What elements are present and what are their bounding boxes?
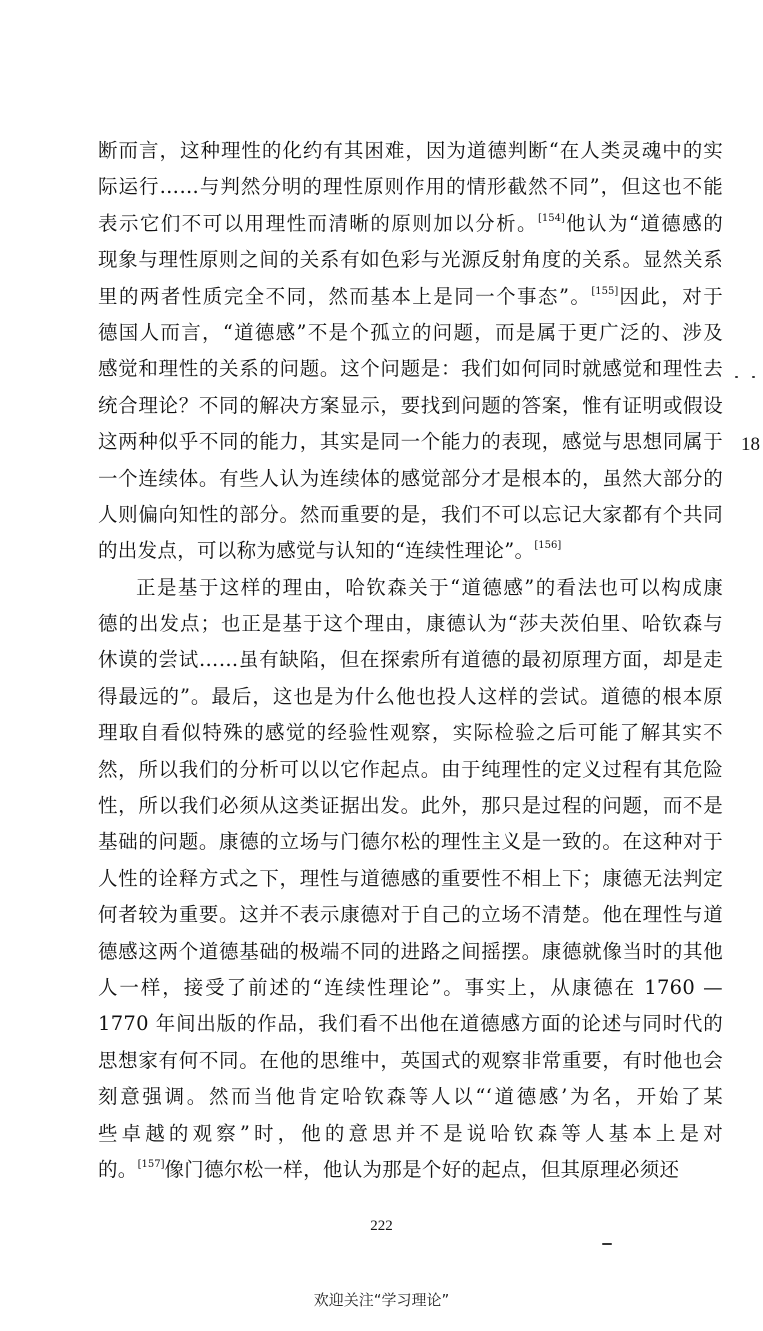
scan-speck [602,1243,612,1245]
text-line: 些卓越的观察”时，他的意思并不是说哈钦森等人基本上是对 [98,1121,723,1145]
text-segment: 的出发点，可以称为感觉与认知的“连续性理论”。 [98,539,535,563]
text-line: 统合理论？不同的解决方案显示，要找到问题的答案，惟有证明或假设 [98,393,723,417]
text-line: 1770 年间出版的作品，我们看不出他在道德感方面的论述与同时代的 [98,1012,723,1036]
text-line: 德国人而言，“道德感”不是个孤立的问题，而是属于更广泛的、涉及 [98,320,723,344]
text-line [98,533,723,569]
text-line [98,1152,723,1188]
text-line: 何者较为重要。这并不表示康德对于自己的立场不清楚。他在理性与道 [98,903,723,927]
text-segment: 因此，对于 [618,284,723,308]
text-line: 人一样，接受了前述的“连续性理论”。事实上，从康德在 1760 — [98,975,723,999]
text-line: 际运行……与判然分明的理性原则作用的情形截然不同”，但这也不能 [98,175,723,199]
text-line: 思想家有何不同。在他的思维中，英国式的观察非常重要，有时他也会 [98,1048,723,1072]
text-line: 性，所以我们必须从这类证据出发。此外，那只是过程的问题，而不是 [98,794,723,818]
text-line: 一个连续体。有些人认为连续体的感觉部分才是根本的，虽然大部分的 [98,466,723,490]
text-line: 现象与理性原则之间的关系有如色彩与光源反射角度的关系。显然关系 [98,248,723,272]
scan-speck [735,376,738,378]
text-segment: 的。 [98,1157,138,1181]
scan-speck [752,376,755,378]
text-line: 人则偏向知性的部分。然而重要的是，我们不可以忘记大家都有个共同 [98,502,723,526]
text-segment: 他认为“道德感的 [564,211,723,235]
text-segment: 像门德尔松一样，他认为那是个好的起点，但其原理必须还 [164,1157,680,1181]
text-line: 德感这两个道德基础的极端不同的进路之间摇摆。康德就像当时的其他 [98,939,723,963]
footnote-ref-154: [154] [538,212,565,224]
page-number: 222 [370,1218,393,1234]
footnote-ref-155: [155] [591,285,619,297]
text-line: 得最远的”。最后，这也是为什么他也投人这样的尝试。道德的根本原 [98,684,723,708]
text-line [98,206,723,242]
text-line: 德的出发点；也正是基于这个理由，康德认为“莎夫茨伯里、哈钦森与 [98,612,723,636]
footnote-ref-157: [157] [137,1158,165,1170]
text-line: 这两种似乎不同的能力，其实是同一个能力的表现，感觉与思想同属于 [98,430,723,454]
text-line: 休谟的尝试……虽有缺陷，但在探索所有道德的最初原理方面，却是走 [98,648,723,672]
text-line: 刻意强调。然而当他肯定哈钦森等人以“‘道德感’为名，开始了某 [98,1085,723,1109]
text-line: 感觉和理性的关系的问题。这个问题是：我们如何同时就感觉和理性去 [98,357,723,381]
footer-watermark: 欢迎关注“学习理论” [313,1291,450,1309]
text-line: 断而言，这种理性的化约有其困难，因为道德判断“在人类灵魂中的实 [98,139,723,162]
footnote-ref-156: [156] [534,540,562,552]
text-line: 然，所以我们的分析可以以它作起点。由于纯理性的定义过程有其危险 [98,757,723,781]
text-line: 理取自看似特殊的感觉的经验性观察，实际检验之后可能了解其实不 [98,721,723,745]
text-line [98,279,723,315]
text-line: 基础的问题。康德的立场与门德尔松的理性主义是一致的。在这种对于 [98,830,723,854]
margin-page-reference: 18 [741,434,760,455]
text-line: 人性的诠释方式之下，理性与道德感的重要性不相上下；康德无法判定 [98,866,723,890]
text-segment: 里的两者性质完全不同，然而基本上是同一个事态”。 [98,284,592,308]
text-line: 正是基于这样的理由，哈钦森关于“道德感”的看法也可以构成康 [136,575,723,599]
main-text [98,133,723,1188]
text-segment: 表示它们不可以用理性而清晰的原则加以分析。 [98,211,539,235]
